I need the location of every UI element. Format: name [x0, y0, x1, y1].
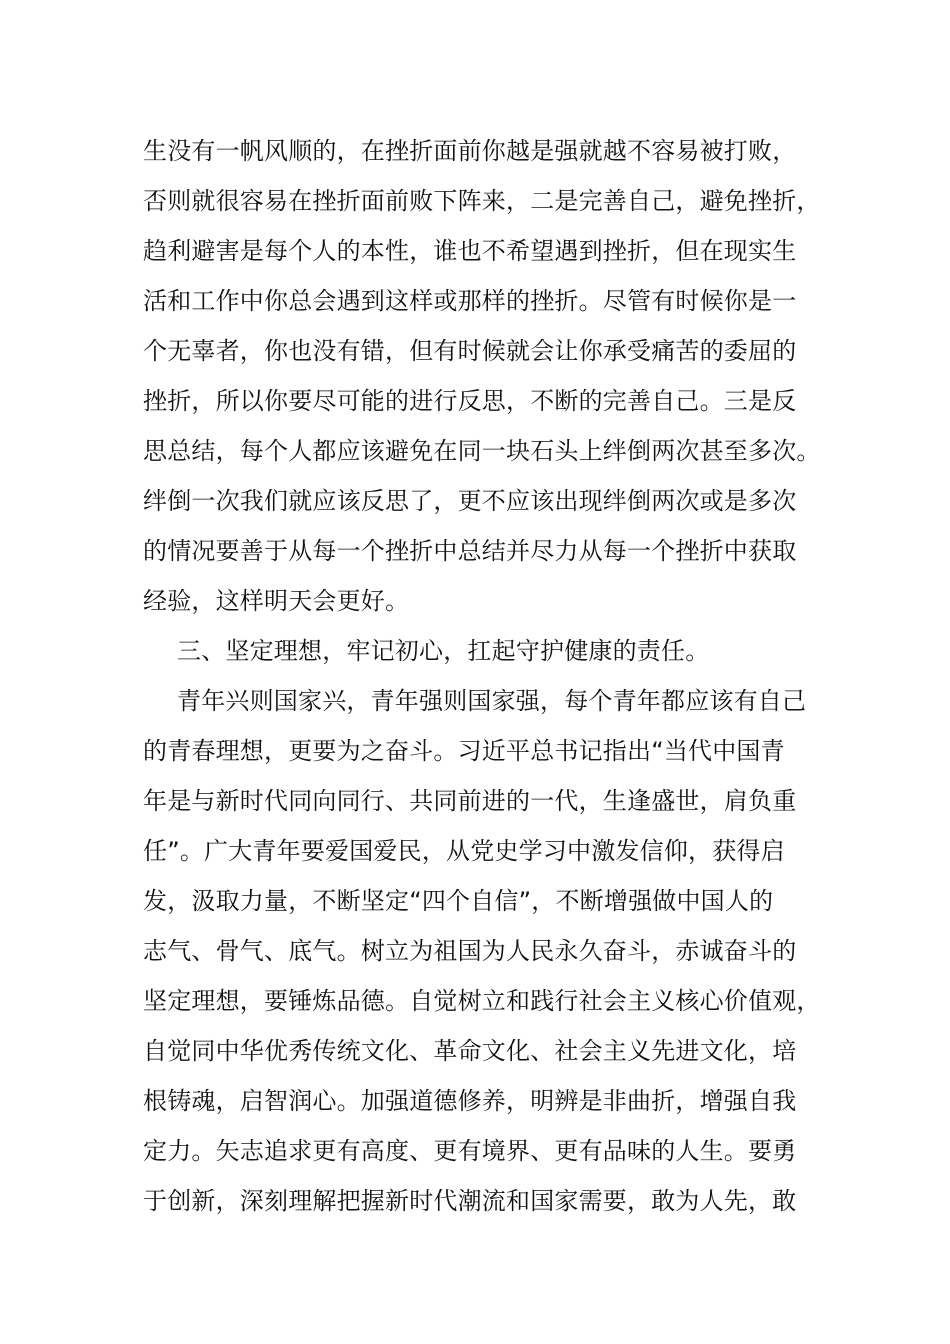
- text-line: 根铸魂，启智润心。加强道德修养，明辨是非曲折，增强自我: [143, 1087, 797, 1115]
- text-line: 任”。广大青年要爱国爱民，从党史学习中激发信仰，获得启: [143, 837, 785, 865]
- text-line: 否则就很容易在挫折面前败下阵来，二是完善自己，避免挫折，: [143, 187, 821, 215]
- text-line: 趋利避害是每个人的本性，谁也不希望遇到挫折，但在现实生: [143, 237, 797, 265]
- text-line: 志气、骨气、底气。树立为祖国为人民永久奋斗，赤诚奋斗的: [143, 937, 797, 965]
- text-line: 个无辜者，你也没有错，但有时候就会让你承受痛苦的委屈的: [143, 337, 797, 365]
- text-line: 发，汲取力量，不断坚定“四个自信”，不断增强做中国人的: [143, 887, 774, 915]
- section-heading: 三、坚定理想，牢记初心，扛起守护健康的责任。: [177, 637, 710, 665]
- body-text: [143, 126, 823, 1226]
- text-line: 挫折，所以你要尽可能的进行反思，不断的完善自己。三是反: [143, 387, 797, 415]
- text-line: 的情况要善于从每一个挫折中总结并尽力从每一个挫折中获取: [143, 537, 797, 565]
- text-line: 于创新，深刻理解把握新时代潮流和国家需要，敢为人先，敢: [143, 1187, 797, 1215]
- text-line: 绊倒一次我们就应该反思了，更不应该出现绊倒两次或是多次: [143, 487, 797, 515]
- text-line: 活和工作中你总会遇到这样或那样的挫折。尽管有时候你是一: [143, 287, 797, 315]
- paragraph-start: 青年兴则国家兴，青年强则国家强，每个青年都应该有自己: [177, 687, 807, 715]
- text-line: 生没有一帆风顺的，在挫折面前你越是强就越不容易被打败，: [143, 137, 797, 165]
- text-line: 的青春理想，更要为之奋斗。习近平总书记指出“当代中国青: [143, 737, 785, 765]
- text-line: 定力。矢志追求更有高度、更有境界、更有品味的人生。要勇: [143, 1137, 797, 1165]
- text-line: 自觉同中华优秀传统文化、革命文化、社会主义先进文化，培: [143, 1037, 797, 1065]
- text-line: 年是与新时代同向同行、共同前进的一代，生逢盛世，肩负重: [143, 787, 797, 815]
- text-line: 经验，这样明天会更好。: [143, 587, 410, 615]
- text-line: 思总结，每个人都应该避免在同一块石头上绊倒两次甚至多次。: [143, 437, 821, 465]
- text-line: 坚定理想，要锤炼品德。自觉树立和践行社会主义核心价值观，: [143, 987, 821, 1015]
